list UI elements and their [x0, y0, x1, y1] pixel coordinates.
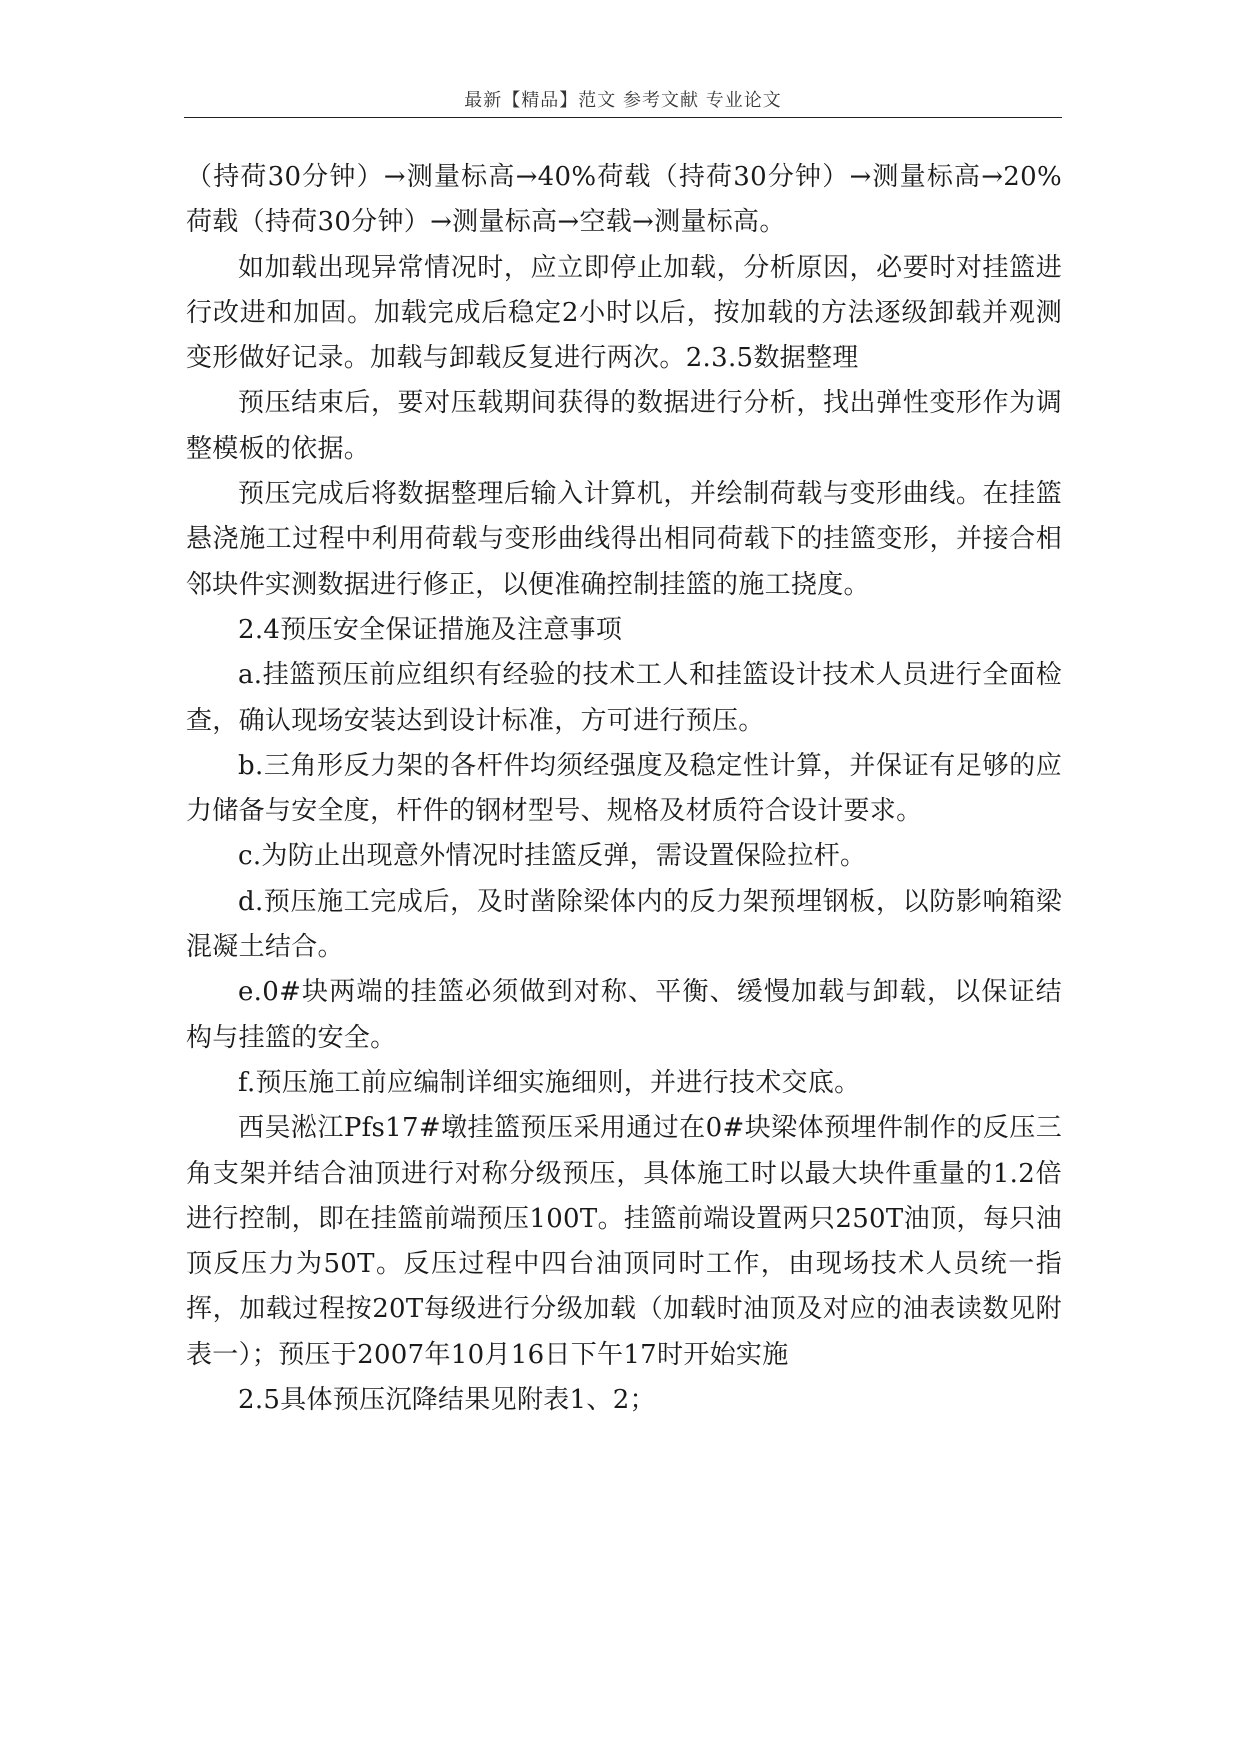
page-header: 最新【精品】范文 参考文献 专业论文 [464, 90, 782, 111]
list-item-b: b.三角形反力架的各杆件均须经强度及稳定性计算，并保证有足够的应力储备与安全度，杆件的钢材型号、规格及材质符合设计要求。 [186, 750, 1062, 827]
paragraph-abnormal-loading: 如加载出现异常情况时，应立即停止加载，分析原因，必要时对挂篮进行改进和加固。加载完成后稳定2小时以后，按加载的方法逐级卸载并观测变形做好记录。加载与卸载反复进行两次。2.3.5数据整理 [186, 252, 1062, 374]
list-item-f: f.预压施工前应编制详细实施细则，并进行技术交底。 [238, 1067, 861, 1098]
paragraph-project-preload: 西吴淞江Pfs17#墩挂篮预压采用通过在0#块梁体预埋件制作的反压三角支架并结合油顶进行对称分级预压，具体施工时以最大块件重量的1.2倍进行控制，即在挂篮前端预压100T。挂篮前端设置两只250T油顶，每只油顶反压力为50T。反压过程中四台油顶同时工作，由现场技术人员统一指挥，加载过程按20T每级进行分级加载（加载时油顶及对应的油表读数见附表一）；预压于2007年10月16日下午17时开始实施 [186, 1113, 1062, 1370]
paragraph-data-analysis: 预压结束后，要对压载期间获得的数据进行分析，找出弹性变形作为调整模板的依据。 [186, 388, 1062, 464]
list-item-d: d.预压施工完成后，及时凿除梁体内的反力架预埋钢板，以防影响箱梁混凝土结合。 [186, 886, 1062, 963]
list-item-c: c.为防止出现意外情况时挂篮反弹，需设置保险拉杆。 [238, 841, 867, 872]
section-heading-safety-measures: 2.4预压安全保证措施及注意事项 [238, 614, 623, 645]
paragraph-load-sequence: （持荷30分钟）→测量标高→40%荷载（持荷30分钟）→测量标高→20%荷载（持荷30分钟）→测量标高→空载→测量标高。 [186, 162, 1062, 238]
paragraph-curve-drawing: 预压完成后将数据整理后输入计算机，并绘制荷载与变形曲线。在挂篮悬浇施工过程中利用荷载与变形曲线得出相同荷载下的挂篮变形，并接合相邻块件实测数据进行修正，以便准确控制挂篮的施工挠度。 [186, 479, 1062, 600]
document-body [186, 155, 1062, 1423]
header-divider [184, 117, 1062, 118]
section-heading-settlement-results: 2.5具体预压沉降结果见附表1、2； [238, 1385, 656, 1416]
list-item-e: e.0#块两端的挂篮必须做到对称、平衡、缓慢加载与卸载，以保证结构与挂篮的安全。 [186, 977, 1062, 1053]
list-item-a: a.挂篮预压前应组织有经验的技术工人和挂篮设计技术人员进行全面检查，确认现场安装达到设计标准，方可进行预压。 [186, 660, 1062, 736]
